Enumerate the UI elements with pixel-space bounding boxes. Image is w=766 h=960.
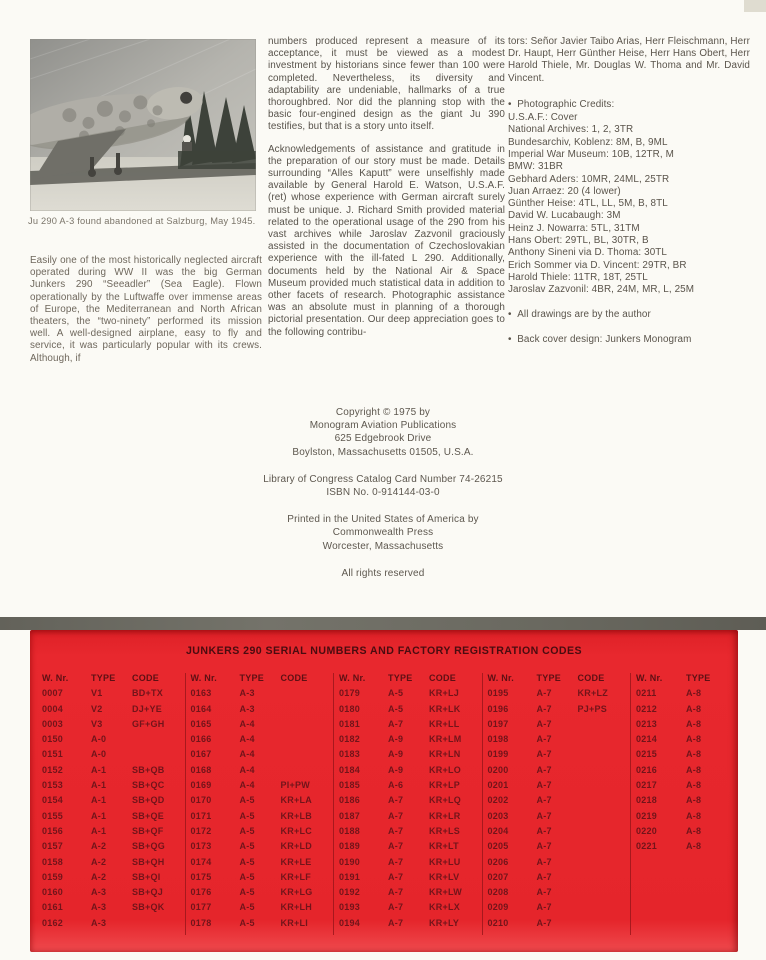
- table-cell: [578, 732, 626, 747]
- credit-line: Anthony Sineni via D. Thoma: 30TL: [508, 247, 668, 259]
- table-cell: A-8: [686, 841, 702, 852]
- table-cell: [281, 686, 329, 701]
- table-group: [339, 671, 477, 935]
- table-cell: A-8: [686, 764, 702, 775]
- table-cell: A-2: [91, 841, 107, 852]
- table-cell: KR+LA: [280, 795, 313, 806]
- table-cell: 0007: [42, 688, 64, 699]
- imprint-stanza: [148, 513, 618, 553]
- imprint-stanza: [148, 567, 618, 580]
- table-cell: A-9: [388, 749, 404, 760]
- table-cell: [578, 763, 626, 778]
- table-header-cell: W. Nr.: [636, 673, 663, 683]
- table-cell: KR+LD: [280, 841, 313, 852]
- table-cell: 0220: [636, 825, 658, 836]
- table-cell: A-7: [536, 703, 552, 714]
- table-cell: A-3: [91, 902, 107, 913]
- table-cell: A-8: [686, 718, 702, 729]
- table-cell: A-7: [388, 856, 404, 867]
- table-cell: A-7: [536, 902, 552, 913]
- table-cell: 0164: [190, 703, 212, 714]
- imprint-line: Printed in the United States of America by: [287, 514, 479, 526]
- table-cell: 0182: [339, 734, 361, 745]
- table-cell: A-7: [536, 780, 552, 791]
- table-cell: 0175: [190, 871, 212, 882]
- table-group: [488, 671, 626, 935]
- credit-line: U.S.A.F.: Cover: [508, 112, 578, 124]
- table-cell: [578, 885, 626, 900]
- table-cell: 0221: [636, 841, 658, 852]
- table-cell: 0174: [190, 856, 212, 867]
- table-cell: 0217: [636, 780, 658, 791]
- imprint-line: 625 Edgebrook Drive: [334, 433, 432, 445]
- table-cell: 0172: [190, 825, 212, 836]
- table-cell: A-7: [388, 718, 404, 729]
- credit-line: Juan Arraez: 20 (4 lower): [508, 185, 621, 197]
- table-cell: A-7: [536, 718, 552, 729]
- table-divider: [333, 673, 334, 935]
- table-header-cell: CODE: [280, 673, 308, 683]
- table-cell: A-0: [91, 749, 107, 760]
- table-cell: KR+LE: [280, 856, 312, 867]
- table-cell: A-5: [239, 871, 255, 882]
- table-cell: KR+LO: [429, 764, 462, 775]
- table-cell: 0169: [190, 780, 212, 791]
- table-cell: 0004: [42, 703, 64, 714]
- photographic-credits-heading: • Photographic Credits:: [508, 99, 750, 111]
- table-cell: A-7: [536, 810, 552, 821]
- imprint-stanza: [148, 406, 618, 459]
- table-cell: 0162: [42, 917, 64, 928]
- table-cell: 0185: [339, 780, 361, 791]
- table-cell: 0183: [339, 749, 361, 760]
- table-cell: A-5: [239, 887, 255, 898]
- credits-column: [508, 36, 750, 346]
- table-cell: A-5: [239, 825, 255, 836]
- table-header-cell: TYPE: [91, 673, 116, 683]
- imprint-line: Monogram Aviation Publications: [309, 420, 457, 432]
- table-cell: A-7: [536, 856, 552, 867]
- table-cell: A-8: [686, 688, 702, 699]
- credit-note: • All drawings are by the author: [508, 309, 750, 321]
- credit-line: Harold Thiele: 11TR, 18T, 25TL: [508, 271, 648, 283]
- intro-column-left: [30, 255, 262, 375]
- credit-line: Hans Obert: 29TL, BL, 30TR, B: [508, 234, 649, 246]
- table-cell: KR+LB: [280, 810, 313, 821]
- table-cell: [132, 732, 180, 747]
- table-cell: KR+LK: [429, 703, 461, 714]
- table-cell: A-7: [388, 841, 404, 852]
- table-cell: SB+QF: [132, 825, 164, 836]
- table-title: JUNKERS 290 SERIAL NUMBERS AND FACTORY REGISTRATION CODES: [185, 645, 583, 657]
- table-cell: SB+QI: [132, 871, 161, 882]
- table-cell: 0205: [487, 841, 509, 852]
- table-divider: [185, 673, 186, 935]
- credit-line: Bundesarchiv, Koblenz: 8M, B, 9ML: [508, 136, 668, 148]
- credit-line: Imperial War Museum: 10B, 12TR, M: [508, 148, 674, 160]
- photographic-credits-list: [508, 112, 750, 296]
- imprint-line: ISBN No. 0-914144-03-0: [326, 487, 440, 499]
- table-cell: A-3: [239, 688, 255, 699]
- table-cell: [578, 809, 626, 824]
- table-cell: 0166: [190, 734, 212, 745]
- table-cell: BD+TX: [132, 688, 164, 699]
- table-cell: A-7: [536, 734, 552, 745]
- table-cell: 0180: [339, 703, 361, 714]
- table-cell: A-7: [388, 810, 404, 821]
- table-cell: A-9: [388, 764, 404, 775]
- table-cell: 0193: [339, 902, 361, 913]
- table-cell: 0209: [487, 902, 509, 913]
- table-cell: KR+LV: [429, 871, 460, 882]
- table-cell: SB+QB: [132, 764, 165, 775]
- table-cell: 0201: [487, 780, 509, 791]
- table-cell: 0213: [636, 718, 658, 729]
- table-cell: A-1: [91, 795, 107, 806]
- table-cell: 0200: [487, 764, 509, 775]
- scan-shadow-band: [0, 617, 766, 630]
- imprint-line: Library of Congress Catalog Card Number 74-26215: [263, 473, 503, 485]
- table-header-cell: TYPE: [388, 673, 413, 683]
- table-header-cell: TYPE: [536, 673, 562, 683]
- table-cell: 0158: [42, 856, 64, 867]
- table-header-cell: TYPE: [239, 673, 265, 683]
- table-cell: 0154: [42, 795, 64, 806]
- imprint-line: Commonwealth Press: [332, 527, 434, 539]
- table-cell: KR+LF: [280, 871, 311, 882]
- table-cell: 0151: [42, 749, 64, 760]
- table-cell: [578, 793, 626, 808]
- table-cell: SB+QH: [132, 856, 165, 867]
- table-cell: 0153: [42, 780, 64, 791]
- table-cell: A-5: [239, 856, 255, 867]
- table-cell: 0208: [487, 887, 509, 898]
- intro-paragraph-left: Easily one of the most historically neglected aircraft operated during WW II was the big German Junkers 290 “Seeadler” (Sea Eagle). Flown operationally by the Luftwaffe over immense areas of Europe, the Mediterranean and North African theaters, the “two-ninety” performed its mission well. A well-designed airplane, easy to fly and service, it was particularly popular with its crews. Although, if: [30, 255, 262, 364]
- table-cell: A-7: [536, 764, 552, 775]
- registration-table-card: [30, 630, 738, 952]
- table-cell: 0163: [190, 688, 212, 699]
- credit-line: National Archives: 1, 2, 3TR: [508, 124, 634, 136]
- table-cell: [281, 732, 329, 747]
- table-group: [42, 671, 180, 935]
- table-cell: GF+GH: [132, 718, 165, 729]
- imprint-stanza: [148, 473, 618, 499]
- table-cell: KR+LS: [429, 825, 461, 836]
- table-cell: A-7: [536, 917, 552, 928]
- table-cell: A-9: [388, 734, 404, 745]
- table-divider: [630, 673, 631, 935]
- table-cell: 0190: [339, 856, 361, 867]
- table-cell: [281, 763, 329, 778]
- table-cell: A-0: [91, 734, 107, 745]
- table-cell: A-7: [536, 871, 552, 882]
- table-cell: 0215: [636, 749, 658, 760]
- table-cell: A-5: [239, 917, 255, 928]
- table-cell: 0219: [636, 810, 658, 821]
- table-cell: KR+LQ: [429, 795, 462, 806]
- table-cell: 0218: [636, 795, 658, 806]
- table-cell: A-4: [239, 734, 255, 745]
- table-cell: KR+LG: [280, 887, 313, 898]
- credit-line: Erich Sommer via D. Vincent: 29TR, BR: [508, 259, 687, 271]
- table-cell: 0003: [42, 718, 64, 729]
- table-divider: [482, 673, 483, 935]
- table-cell: [578, 747, 626, 762]
- table-cell: A-8: [686, 703, 702, 714]
- intro-paragraph-middle-1: numbers produced represent a measure of its acceptance, it must be viewed as a modest investment by historians since fewer than 100 were completed. Nevertheless, its diversity and adaptability are undeniable, hallmarks of a true thoroughbred. Nor did the planning stop with the basic four-engined design as the giant Ju 390 testifies, but that is a story unto itself.: [268, 36, 505, 133]
- table-cell: KR+LX: [429, 902, 461, 913]
- table-cell: [578, 778, 626, 793]
- table-cell: [578, 916, 626, 931]
- table-cell: 0155: [42, 810, 64, 821]
- scan-edge-artifact: [744, 0, 766, 12]
- table-cell: KR+LT: [429, 841, 459, 852]
- table-cell: A-5: [239, 795, 255, 806]
- table-group: [191, 671, 329, 935]
- table-cell: 0191: [339, 871, 361, 882]
- table-cell: A-8: [686, 749, 702, 760]
- table-cell: 0178: [190, 917, 212, 928]
- credit-notes: [508, 309, 750, 345]
- intro-paragraph-middle-2: Acknowledgements of assistance and gratitude in the preparation of our story must be made. Details surrounding “Alles Kaputt” were unselfishly made available by General Harold E. Watson, U.S.A.F. (ret) whose experience with German aircraft surely must be unique. J. Richard Smith provided material related to the operational usage of the 290 from his vast archives while Jaroslav Zazvonil graciously assisted in the documentation of Czechoslovakian experience with the ill-fated L 290. Additionally, documents held by the National Air & Space Museum provided much statistical data in addition to other facets of research. Photographic assistance was an absolute must in planning of a thorough pictorial presentation. Our deep appreciation goes to the following contribu-: [268, 143, 505, 338]
- credit-line: Jaroslav Zazvonil: 4BR, 24M, MR, L, 25M: [508, 284, 695, 296]
- table-cell: 0152: [42, 764, 64, 775]
- table-cell: A-3: [239, 703, 255, 714]
- imprint-block: [148, 406, 618, 594]
- table-cell: 0192: [339, 887, 361, 898]
- table-cell: 0181: [339, 718, 361, 729]
- table-cell: A-8: [686, 734, 702, 745]
- table-cell: 0165: [190, 718, 212, 729]
- table-cell: A-5: [388, 703, 404, 714]
- table-cell: A-5: [239, 810, 255, 821]
- aircraft-photo: [30, 39, 256, 211]
- table-cell: 0197: [487, 718, 509, 729]
- table-cell: A-7: [388, 825, 404, 836]
- table-cell: 0179: [339, 688, 361, 699]
- table-cell: 0216: [636, 764, 658, 775]
- table-cell: KR+LL: [429, 718, 460, 729]
- table-cell: 0194: [339, 917, 361, 928]
- table-header-cell: W. Nr.: [42, 673, 69, 683]
- table-cell: KR+LN: [429, 749, 461, 760]
- table-cell: A-7: [536, 887, 552, 898]
- table-cell: A-4: [239, 780, 255, 791]
- table-header-cell: W. Nr.: [487, 673, 515, 683]
- table-cell: SB+QJ: [132, 887, 164, 898]
- table-cell: KR+LP: [429, 780, 461, 791]
- imprint-line: Copyright © 1975 by: [335, 407, 431, 418]
- table-cell: SB+QC: [132, 780, 165, 791]
- table-cell: PJ+PS: [577, 703, 608, 714]
- table-cell: 0176: [190, 887, 212, 898]
- table-cell: SB+QK: [132, 902, 165, 913]
- table-cell: KR+LY: [429, 917, 460, 928]
- table-cell: A-7: [536, 795, 552, 806]
- table-cell: V1: [91, 688, 103, 699]
- table-cell: [578, 717, 626, 732]
- table-cell: [578, 870, 626, 885]
- table-cell: 0187: [339, 810, 361, 821]
- table-cell: 0150: [42, 734, 64, 745]
- table-cell: 0156: [42, 825, 64, 836]
- table-cell: A-1: [91, 810, 107, 821]
- table-cell: 0214: [636, 734, 658, 745]
- table-cell: A-7: [536, 825, 552, 836]
- table-header-cell: CODE: [132, 673, 160, 683]
- table-cell: [578, 839, 626, 854]
- table-cell: KR+LR: [429, 810, 461, 821]
- table-cell: [281, 747, 329, 762]
- table-cell: SB+QE: [132, 810, 165, 821]
- table-cell: A-8: [686, 795, 702, 806]
- credit-line: Gebhard Aders: 10MR, 24ML, 25TR: [508, 173, 670, 185]
- table-cell: V2: [91, 703, 103, 714]
- aircraft-photo-illustration: [30, 39, 256, 211]
- table-cell: 0184: [339, 764, 361, 775]
- table-cell: 0211: [636, 688, 657, 699]
- table-cell: V3: [91, 718, 103, 729]
- table-cell: A-7: [388, 871, 404, 882]
- table-cell: A-1: [91, 764, 107, 775]
- table-cell: 0189: [339, 841, 361, 852]
- table-cell: 0212: [636, 703, 658, 714]
- table-cell: A-3: [91, 887, 107, 898]
- table-cell: KR+LC: [280, 825, 313, 836]
- table-cell: 0195: [487, 688, 509, 699]
- table-cell: KR+LZ: [577, 688, 608, 699]
- table-cell: 0203: [487, 810, 509, 821]
- table-cell: KR+LW: [429, 887, 463, 898]
- imprint-line: All rights reserved: [341, 567, 425, 579]
- intro-column-middle: [268, 36, 505, 349]
- table-cell: 0210: [487, 917, 509, 928]
- table-cell: A-7: [536, 688, 552, 699]
- table-cell: SB+QG: [132, 841, 166, 852]
- table-cell: A-1: [91, 780, 107, 791]
- table-cell: KR+LM: [429, 734, 462, 745]
- table-cell: [578, 824, 626, 839]
- photo-caption: Ju 290 A-3 found abandoned at Salzburg, May 1945.: [28, 216, 256, 226]
- table-cell: A-7: [536, 749, 552, 760]
- table-cell: 0177: [190, 902, 212, 913]
- table-cell: A-2: [91, 871, 107, 882]
- imprint-line: Boylston, Massachusetts 01505, U.S.A.: [292, 446, 474, 458]
- table-cell: PI+PW: [280, 780, 311, 791]
- table-cell: KR+LJ: [429, 688, 460, 699]
- table-cell: A-2: [91, 856, 107, 867]
- credit-note: • Back cover design: Junkers Monogram: [508, 334, 750, 346]
- table-cell: 0206: [487, 856, 509, 867]
- table-cell: 0198: [487, 734, 509, 745]
- table-cell: 0168: [190, 764, 212, 775]
- table-cell: [578, 900, 626, 915]
- table-cell: DJ+YE: [132, 703, 163, 714]
- table-cell: A-5: [388, 688, 404, 699]
- table-cell: A-7: [388, 917, 404, 928]
- table-cell: A-1: [91, 825, 107, 836]
- table-cell: 0199: [487, 749, 509, 760]
- credit-line: David W. Lucabaugh: 3M: [508, 210, 621, 222]
- table-cell: 0157: [42, 841, 64, 852]
- table-cell: [132, 747, 180, 762]
- table-cell: 0202: [487, 795, 509, 806]
- table-cell: 0207: [487, 871, 509, 882]
- table-header-cell: W. Nr.: [339, 673, 366, 683]
- table-cell: KR+LU: [429, 856, 461, 867]
- table-cell: A-7: [388, 887, 404, 898]
- table-header-cell: TYPE: [686, 673, 711, 683]
- table-cell: A-8: [686, 825, 702, 836]
- table-cell: 0171: [190, 810, 212, 821]
- table-cell: 0196: [487, 703, 509, 714]
- table-cell: A-7: [536, 841, 552, 852]
- table-header-cell: CODE: [429, 673, 457, 683]
- registration-table: [30, 657, 738, 935]
- table-cell: A-3: [91, 917, 107, 928]
- table-cell: 0188: [339, 825, 361, 836]
- table-cell: A-4: [239, 764, 255, 775]
- table-cell: 0173: [190, 841, 212, 852]
- credit-line: Günther Heise: 4TL, LL, 5M, B, 8TL: [508, 198, 668, 210]
- table-cell: 0167: [190, 749, 212, 760]
- table-header-cell: W. Nr.: [190, 673, 218, 683]
- table-cell: 0160: [42, 887, 64, 898]
- table-header-cell: CODE: [577, 673, 605, 683]
- table-cell: KR+LH: [280, 902, 313, 913]
- table-cell: A-8: [686, 810, 702, 821]
- table-cell: 0170: [190, 795, 212, 806]
- table-cell: A-8: [686, 780, 702, 791]
- table-cell: [132, 916, 180, 931]
- table-cell: 0159: [42, 871, 64, 882]
- table-cell: [578, 855, 626, 870]
- table-cell: A-7: [388, 795, 404, 806]
- table-cell: A-6: [388, 780, 404, 791]
- table-cell: A-7: [388, 902, 404, 913]
- table-cell: 0186: [339, 795, 361, 806]
- intro-paragraph-right: tors: Señor Javier Taibo Arias, Herr Fleischmann, Herr Dr. Haupt, Herr Günther Heise, Herr Hans Obert, Herr Harold Thiele, Mr. Douglas W. Thoma and Mr. David Vincent.: [508, 36, 750, 84]
- table-cell: KR+LI: [280, 917, 309, 928]
- table-cell: [281, 717, 329, 732]
- table-cell: A-5: [239, 902, 255, 913]
- table-cell: A-4: [239, 718, 255, 729]
- credit-line: Heinz J. Nowarra: 5TL, 31TM: [508, 222, 640, 234]
- table-cell: [281, 702, 329, 717]
- credit-line: BMW: 31BR: [508, 161, 564, 173]
- table-cell: A-5: [239, 841, 255, 852]
- table-group: [636, 671, 726, 935]
- table-cell: 0161: [42, 902, 64, 913]
- table-cell: A-4: [239, 749, 255, 760]
- table-cell: 0204: [487, 825, 509, 836]
- table-cell: SB+QD: [132, 795, 165, 806]
- imprint-line: Worcester, Massachusetts: [322, 540, 444, 552]
